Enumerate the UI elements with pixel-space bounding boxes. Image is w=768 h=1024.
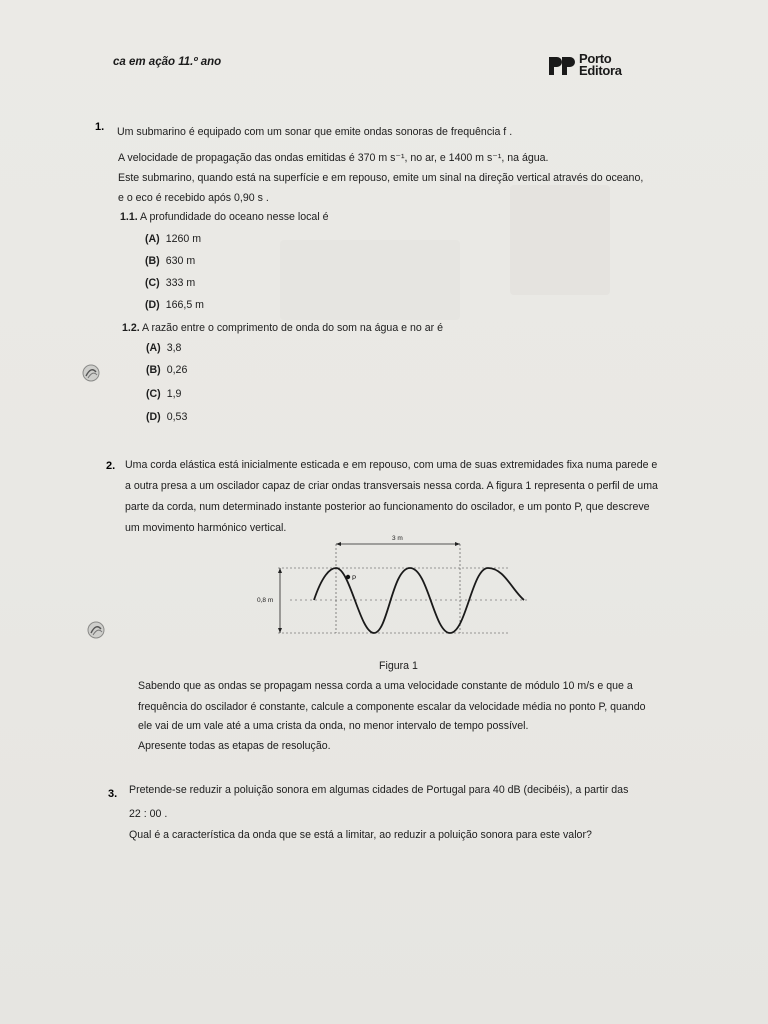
option-1-2-c[interactable]: (C) 1,9 (146, 388, 182, 400)
question-2-instruction-line: Sabendo que as ondas se propagam nessa corda a uma velocidade constante de módulo 10 m/s e que a (138, 680, 633, 692)
question-1-line: Este submarino, quando está na superfície e em repouso, emite um sinal na direção vertical através do oceano, (118, 172, 644, 184)
question-2-instruction-line: Apresente todas as etapas de resolução. (138, 740, 331, 752)
question-2-line: a outra presa a um oscilador capaz de criar ondas transversais nessa corda. A figura 1 representa o perfil de uma (125, 480, 658, 492)
subquestion-1-2-number: 1.2. (122, 322, 140, 334)
subquestion-1-1-number: 1.1. (120, 211, 138, 223)
wave-figure (250, 530, 540, 645)
question-3-line: 22 : 00 . (129, 808, 168, 820)
wave-curve (314, 568, 524, 633)
option-1-1-c[interactable]: (C) 333 m (145, 277, 196, 289)
option-1-1-a[interactable]: (A) 1260 m (145, 233, 202, 245)
subquestion-1-1-text: A profundidade do oceano nesse local é (140, 211, 329, 223)
publisher-logo (548, 53, 628, 81)
width-label: 3 m (392, 535, 403, 542)
binder-ring-icon (85, 619, 107, 641)
question-3-line: Qual é a característica da onda que se está a limitar, ao reduzir a poluição sonora para este valor? (129, 829, 592, 841)
height-label: 0,8 m (257, 597, 274, 604)
height-arrow-top-head (278, 568, 282, 573)
question-2-number: 2. (106, 460, 116, 472)
point-p (346, 575, 350, 579)
publisher-logo-icon (548, 56, 576, 76)
publisher-logo-text: Porto Editora (579, 51, 622, 78)
question-1-number: 1. (95, 121, 105, 133)
question-2-instruction-line: ele vai de um vale até a uma crista da onda, no menor intervalo de tempo possível. (138, 720, 529, 732)
width-arrow-left-head (336, 542, 341, 546)
question-3-line: Pretende-se reduzir a poluição sonora em algumas cidades de Portugal para 40 dB (decibéis), a partir das (129, 784, 629, 796)
figure-caption: Figura 1 (379, 660, 418, 672)
option-1-2-b[interactable]: (B) 0,26 (146, 364, 188, 376)
page-header-title: ca em ação 11.º ano (113, 56, 222, 68)
binder-ring-icon (80, 362, 102, 384)
question-1-line: e o eco é recebido após 0,90 s . (118, 192, 269, 204)
width-arrow-right-head (455, 542, 460, 546)
show-through-block (280, 240, 460, 320)
subquestion-1-1 (120, 211, 329, 223)
subquestion-1-2 (122, 322, 443, 334)
option-1-1-b[interactable]: (B) 630 m (145, 255, 196, 267)
question-1-line: Um submarino é equipado com um sonar que emite ondas sonoras de frequência f . (117, 126, 513, 138)
show-through-block (510, 185, 610, 295)
question-2-line: parte da corda, num determinado instante posterior ao funcionamento do oscilador, e um ponto P, que descreve (125, 501, 650, 513)
question-2-line: Uma corda elástica está inicialmente esticada e em repouso, com uma de suas extremidades fixa numa parede e (125, 459, 658, 471)
question-2-line: um movimento harmónico vertical. (125, 522, 287, 534)
point-p-label: P (352, 575, 357, 582)
height-arrow-bottom-head (278, 628, 282, 633)
subquestion-1-2-text: A razão entre o comprimento de onda do som na água e no ar é (142, 322, 443, 334)
question-3-number: 3. (108, 788, 118, 800)
question-1-line: A velocidade de propagação das ondas emitidas é 370 m s⁻¹, no ar, e 1400 m s⁻¹, na água. (118, 152, 549, 164)
option-1-2-d[interactable]: (D) 0,53 (146, 411, 188, 423)
option-1-2-a[interactable]: (A) 3,8 (146, 342, 182, 354)
option-1-1-d[interactable]: (D) 166,5 m (145, 299, 204, 311)
question-2-instruction-line: frequência do oscilador é constante, calcule a componente escalar da velocidade média no ponto P, quando (138, 701, 646, 713)
